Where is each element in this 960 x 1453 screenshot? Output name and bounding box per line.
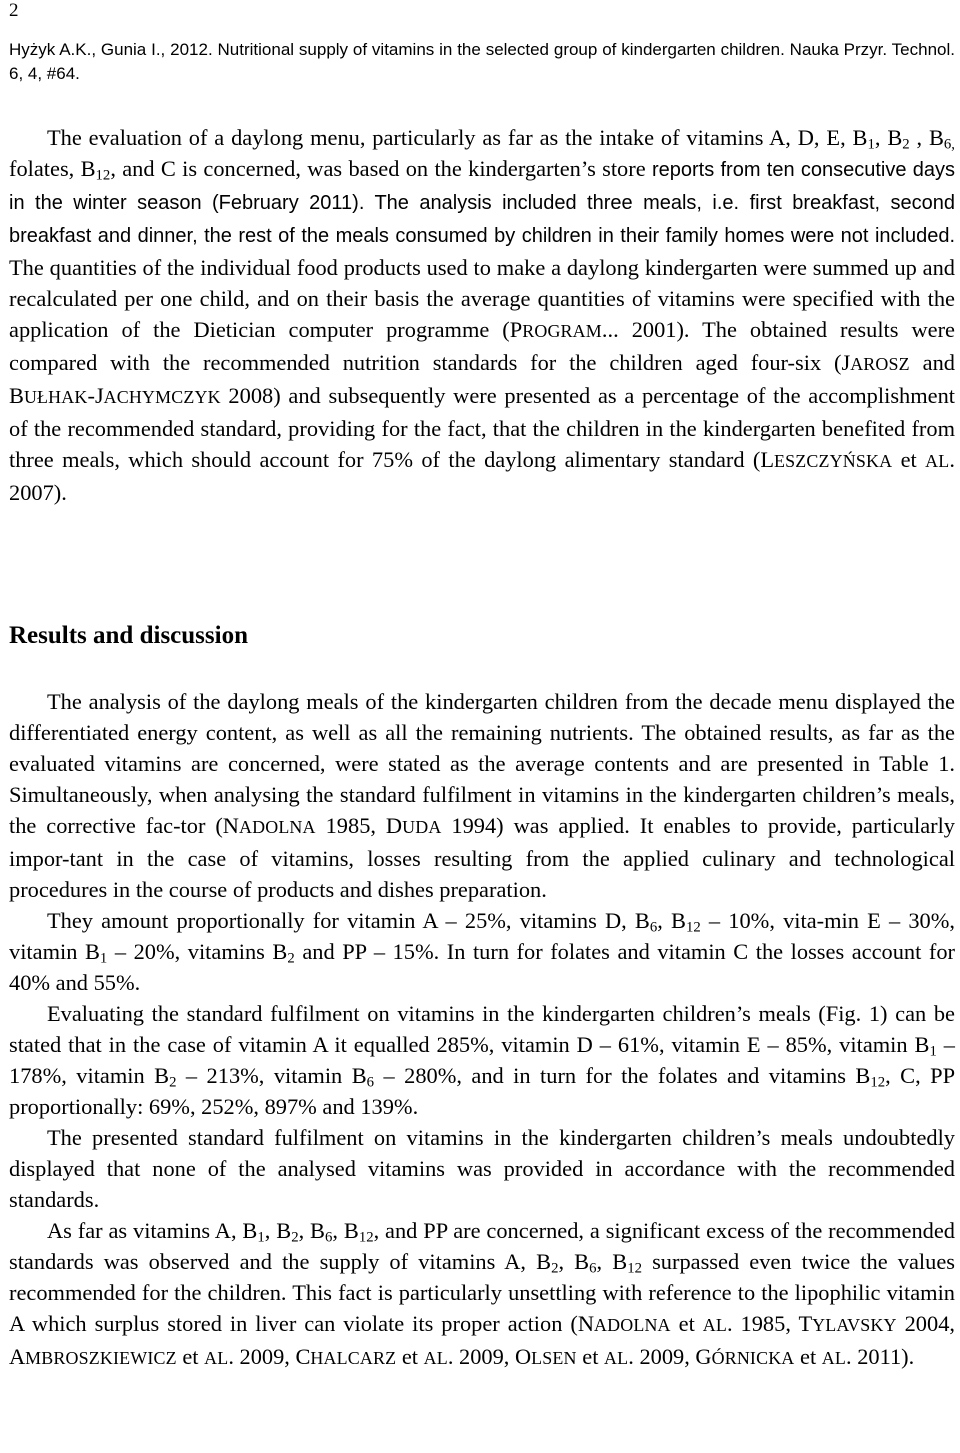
methods-text: The evaluation of a daylong menu, particularly as far as the intake of vitamins A, D, E, $B_1$, $B_2$ , $B_{6,}$ folates, $B_{12}$, and C is concerned, was based on the kindergarten’s store reports from ten consecutive days in the winter season (February 2011). The analysis included three meals, i.e. first breakfast, second breakfast and dinner, the rest of the meals consumed by children in their family homes were not included. The quantities of the individual food products used to make a daylong kindergarten were summed up and recalculated per one child, and on their basis the average quantities of vitamins were specified with the application of the Dietician computer programme (PROGRAM... 2001). The obtained results were compared with the recommended nutrition standards for the children aged four-six (JAROSZ and BUŁHAK-JACHYMCZYK 2008) and subsequently were presented as a percentage of the accomplishment of the recommended standard, providing for the fact, that the children in the kindergarten benefited from three meals, which should account for 75% of the daylong alimentary standard (LESZCZYŃSKA et AL. 2007). bbox=[9, 125, 955, 505]
section-heading-results: Results and discussion bbox=[9, 622, 248, 649]
methods-paragraph bbox=[9, 122, 955, 508]
results-paragraph-2: They amount proportionally for vitamin A – 25%, vitamins D, $B_6$, $B_{12} - 10\%$, vita-min E – 30%, vitamin $B_1 - 20\%$, vitamins $B_2$ and PP – 15%. In turn for folates and vitamin C the losses account for 40% and 55%. bbox=[9, 908, 955, 995]
results-paragraph-3: Evaluating the standard fulfilment on vitamins in the kindergarten children’s meals (Fig. 1) can be stated that in the case of vitamin A it equalled 285%, vitamin D – 61%, vitamin E – 85%, vitamin $B_1 - 178\%$, vitamin $B_2 - 213\%$, vitamin $B_6 - 280\%$, and in turn for the folates and vitamins $B_{12}$, C, PP proportionally: 69%, 252%, 897% and 139%. bbox=[9, 1001, 956, 1119]
results-paragraph-4: The presented standard fulfilment on vitamins in the kindergarten children’s meals undoubtedly displayed that none of the analysed vitamins was provided in accordance with the recommended standards. bbox=[9, 1125, 955, 1212]
methods-text-sans-segment: reports from ten consecutive days in the winter season (February 2011). The analysis included three meals, i.e. first breakfast, second breakfast and dinner, the rest of the meals consumed by children in their family homes were not included. bbox=[9, 159, 955, 247]
running-head-citation: Hyżyk A.K., Gunia I., 2012. Nutritional supply of vitamins in the selected group of kindergarten children. Nauka Przyr. Technol. 6, 4, #64. bbox=[9, 40, 955, 83]
results-paragraph-1: The analysis of the daylong meals of the kindergarten children from the decade menu displayed the differentiated energy content, as well as all the remaining nutrients. The obtained results, as far as the evaluated vitamins are concerned, were stated as the average contents and are presented in Table 1. Simultaneously, when analysing the standard fulfilment in vitamins in the kindergarten children’s meals, the corrective fac-tor (NADOLNA 1985, DUDA 1994) was applied. It enables to provide, particularly impor-tant in the case of vitamins, losses resulting from the applied culinary and technological procedures in the course of products and dishes preparation. bbox=[9, 689, 956, 902]
results-body bbox=[9, 686, 955, 1374]
page-number: 2 bbox=[9, 0, 19, 21]
results-paragraph-5: As far as vitamins A, $B_1$, $B_2$, $B_6$, $B_{12}$, and PP are concerned, a significant excess of the recommended standards was observed and the supply of vitamins A, $B_2$, $B_6$, $B_{12}$ surpassed even twice the values recommended for the children. This fact is particularly unsettling with reference to the lipophilic vitamin A which surplus stored in liver can violate its proper action (NADOLNA et AL. 1985, TYLAVSKY 2004, AMBROSZKIEWICZ et AL. 2009, CHALCARZ et AL. 2009, OLSEN et AL. 2009, GÓRNICKA et AL. 2011). bbox=[9, 1218, 955, 1369]
